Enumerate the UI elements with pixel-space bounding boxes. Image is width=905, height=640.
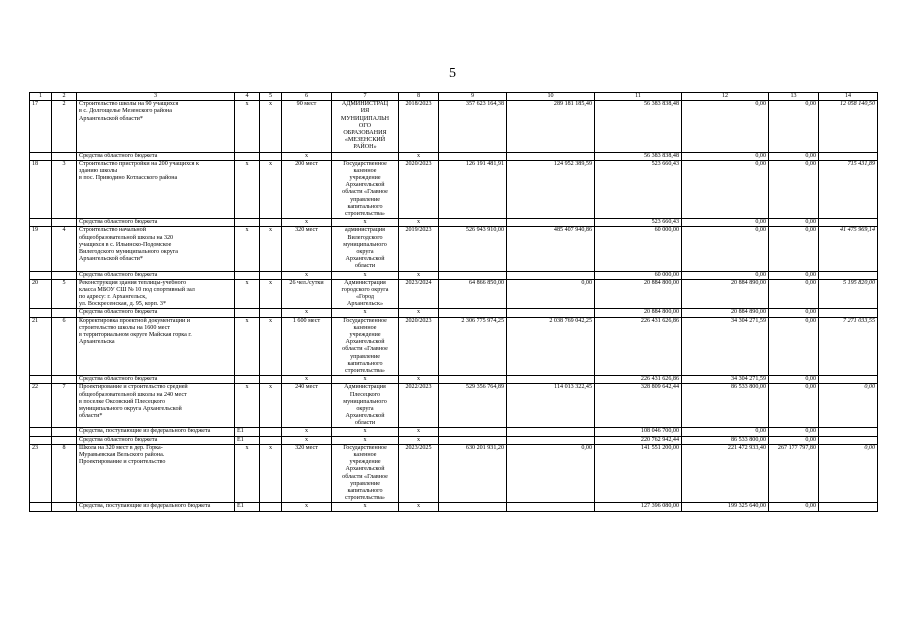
cell-col8: х (399, 503, 439, 511)
amount-col13: 0,00 (769, 101, 819, 152)
cell-col5: х (260, 384, 282, 428)
amount-col10: 485 407 940,86 (507, 227, 595, 271)
amount-col10: 0,00 (507, 444, 595, 503)
amount-col12: 0,00 (682, 428, 769, 436)
customer-cell: Администрация городского округа «Город Архангельск» (332, 279, 399, 309)
empty-cell (52, 309, 77, 317)
amount-col12: 0,00 (682, 219, 769, 227)
cell-col6: х (282, 271, 332, 279)
empty-cell (819, 271, 878, 279)
funding-source-row (30, 436, 878, 444)
cell-col6: х (282, 219, 332, 227)
funding-source-row (30, 376, 878, 384)
cell-col6: х (282, 376, 332, 384)
cell-col7: х (332, 503, 399, 511)
amount-col14: 41 475 969,14 (819, 227, 878, 271)
object-name: Строительство пристройки на 200 учащихся к зданию школы в пос. Приводино Котласского района (77, 160, 235, 219)
empty-cell (52, 436, 77, 444)
amount-col12: 86 533 800,00 (682, 436, 769, 444)
amount-col10: 289 181 185,40 (507, 101, 595, 152)
funding-source-row (30, 219, 878, 227)
amount-col14: 715 431,89 (819, 160, 878, 219)
object-name: Строительство начальной общеобразовательной школы на 320 учащихся в с. Ильинско-Подомское Вилегодского муниципального округа Архангельской области* (77, 227, 235, 271)
amount-col12: 0,00 (682, 160, 769, 219)
column-header-3: 3 (77, 93, 235, 101)
amount-col13: 0,00 (769, 376, 819, 384)
empty-cell (30, 376, 52, 384)
amount-col11: 60 000,00 (595, 271, 682, 279)
customer-cell: Государственное казенное учреждение Архангельской области «Главное управление капитального строительства» (332, 317, 399, 376)
cell-col4 (235, 152, 260, 160)
table-row (30, 317, 878, 376)
customer-cell: Администрация Плесецкого муниципального округа Архангельской области (332, 384, 399, 428)
customer-cell: Государственное казенное учреждение Архангельской области «Главное управление капитального строительства» (332, 160, 399, 219)
row-number: 21 (30, 317, 52, 376)
empty-cell (507, 376, 595, 384)
amount-col11: 523 660,43 (595, 160, 682, 219)
amount-col9: 126 191 481,91 (439, 160, 507, 219)
cell-col5: х (260, 160, 282, 219)
funding-source-label: Средства областного бюджета (77, 436, 235, 444)
empty-cell (260, 152, 282, 160)
empty-cell (507, 309, 595, 317)
cell-col4 (235, 376, 260, 384)
amount-col12: 0,00 (682, 271, 769, 279)
column-header-14: 14 (819, 93, 878, 101)
amount-col11: 56 383 838,48 (595, 101, 682, 152)
column-header-1: 1 (30, 93, 52, 101)
cell-col6: х (282, 428, 332, 436)
empty-cell (30, 436, 52, 444)
empty-cell (260, 271, 282, 279)
capacity-cell: 240 мест (282, 384, 332, 428)
object-number: 8 (52, 444, 77, 503)
amount-col12: 20 884 890,00 (682, 309, 769, 317)
empty-cell (439, 219, 507, 227)
empty-cell (819, 503, 878, 511)
empty-cell (30, 271, 52, 279)
cell-col7: х (332, 309, 399, 317)
empty-cell (507, 503, 595, 511)
funding-source-label: Средства областного бюджета (77, 152, 235, 160)
amount-col13: 267 177 797,80 (769, 444, 819, 503)
amount-col13: 0,00 (769, 503, 819, 511)
cell-col5: х (260, 227, 282, 271)
cell-col4: Е1 (235, 428, 260, 436)
funding-source-label: Средства, поступающие из федерального бюджета (77, 428, 235, 436)
cell-col4: Е1 (235, 436, 260, 444)
column-number-row (30, 93, 878, 101)
customer-cell: АДМИНИСТРАЦ ИЯ МУНИЦИПАЛЬН ОГО ОБРАЗОВАНИЯ «МЕЗЕНСКИЙ РАЙОН» (332, 101, 399, 152)
empty-cell (52, 428, 77, 436)
cell-col6: х (282, 436, 332, 444)
cell-col7: х (332, 428, 399, 436)
cell-col4: х (235, 160, 260, 219)
empty-cell (30, 219, 52, 227)
empty-cell (439, 152, 507, 160)
table-row (30, 101, 878, 152)
cell-col4: Е1 (235, 503, 260, 511)
amount-col12: 0,00 (682, 152, 769, 160)
empty-cell (30, 428, 52, 436)
amount-col10: 2 038 769 042,25 (507, 317, 595, 376)
empty-cell (260, 503, 282, 511)
amount-col12: 0,00 (682, 101, 769, 152)
funding-source-row (30, 152, 878, 160)
funding-source-row (30, 309, 878, 317)
empty-cell (52, 219, 77, 227)
amount-col12: 20 884 890,00 (682, 279, 769, 309)
empty-cell (507, 271, 595, 279)
empty-cell (439, 436, 507, 444)
page-number: 5 (449, 66, 456, 81)
object-name: Строительство школы на 90 учащихся в с. Долгощелье Мезенского района Архангельской области* (77, 101, 235, 152)
period-cell: 2019/2023 (399, 227, 439, 271)
cell-col6: х (282, 309, 332, 317)
cell-col4: х (235, 227, 260, 271)
empty-cell (30, 309, 52, 317)
amount-col11: 60 000,00 (595, 227, 682, 271)
amount-col12: 199 325 640,00 (682, 503, 769, 511)
cell-col4 (235, 309, 260, 317)
period-cell: 2018/2023 (399, 101, 439, 152)
empty-cell (52, 376, 77, 384)
cell-col4: х (235, 279, 260, 309)
cell-col5: х (260, 317, 282, 376)
amount-col13: 0,00 (769, 271, 819, 279)
cell-col6: х (282, 503, 332, 511)
capacity-cell: 1 600 мест (282, 317, 332, 376)
empty-cell (819, 219, 878, 227)
empty-cell (819, 376, 878, 384)
amount-col11: 226 431 626,86 (595, 317, 682, 376)
cell-col4: х (235, 444, 260, 503)
empty-cell (819, 309, 878, 317)
amount-col13: 0,00 (769, 384, 819, 428)
empty-cell (507, 152, 595, 160)
capacity-cell: 200 мест (282, 160, 332, 219)
amount-col11: 20 884 800,00 (595, 279, 682, 309)
empty-cell (819, 152, 878, 160)
amount-col13: 0,00 (769, 152, 819, 160)
column-header-9: 9 (439, 93, 507, 101)
column-header-11: 11 (595, 93, 682, 101)
amount-col13: 0,00 (769, 160, 819, 219)
customer-cell: Государственное казенное учреждение Архангельской области «Главное управление капитального строительства» (332, 444, 399, 503)
empty-cell (260, 309, 282, 317)
funding-source-row (30, 428, 878, 436)
period-cell: 2020/2023 (399, 317, 439, 376)
cell-col7: х (332, 219, 399, 227)
amount-col10: 114 013 322,45 (507, 384, 595, 428)
object-number: 4 (52, 227, 77, 271)
column-header-8: 8 (399, 93, 439, 101)
object-name: Реконструкция здания теплицы-учебного класса МБОУ СШ № 10 под спортивный зал по адресу: г. Архангельск, ул. Воскресенская, д. 95, корп. 3* (77, 279, 235, 309)
amount-col9: 526 943 910,00 (439, 227, 507, 271)
cell-col8: х (399, 309, 439, 317)
cell-col8: х (399, 436, 439, 444)
cell-col6: х (282, 152, 332, 160)
empty-cell (439, 428, 507, 436)
funding-source-label: Средства областного бюджета (77, 309, 235, 317)
table-row (30, 384, 878, 428)
period-cell: 2023/2024 (399, 279, 439, 309)
object-number: 2 (52, 101, 77, 152)
amount-col13: 0,00 (769, 227, 819, 271)
cell-col5: х (260, 279, 282, 309)
amount-col13: 0,00 (769, 436, 819, 444)
object-name: Корректировка проектной документации и строительство школы на 1600 мест в территориальном округе Майская горка г. Архангельска (77, 317, 235, 376)
object-name: Школа на 320 мест в дер. Горка- Муравьевская Вельского района. Проектирование и строительство (77, 444, 235, 503)
amount-col12: 34 304 271,59 (682, 317, 769, 376)
capacity-cell: 26 чел./сутки (282, 279, 332, 309)
amount-col9: 64 866 850,00 (439, 279, 507, 309)
period-cell: 2023/2025 (399, 444, 439, 503)
amount-col14: 0,00 (819, 444, 878, 503)
table-row (30, 444, 878, 503)
row-number: 19 (30, 227, 52, 271)
empty-cell (52, 503, 77, 511)
amount-col11: 108 046 700,00 (595, 428, 682, 436)
cell-col8: х (399, 271, 439, 279)
empty-cell (439, 503, 507, 511)
amount-col11: 127 396 080,00 (595, 503, 682, 511)
empty-cell (260, 219, 282, 227)
empty-cell (439, 309, 507, 317)
funding-source-row (30, 271, 878, 279)
object-number: 7 (52, 384, 77, 428)
capacity-cell: 90 мест (282, 101, 332, 152)
object-number: 6 (52, 317, 77, 376)
amount-col9: 2 306 775 974,25 (439, 317, 507, 376)
amount-col13: 0,00 (769, 309, 819, 317)
capacity-cell: 320 мест (282, 227, 332, 271)
amount-col11: 226 431 626,86 (595, 376, 682, 384)
empty-cell (30, 152, 52, 160)
cell-col7: х (332, 376, 399, 384)
amount-col13: 0,00 (769, 219, 819, 227)
column-header-2: 2 (52, 93, 77, 101)
cell-col8: х (399, 219, 439, 227)
row-number: 23 (30, 444, 52, 503)
amount-col11: 20 884 800,00 (595, 309, 682, 317)
investment-table (29, 92, 878, 512)
cell-col8: х (399, 152, 439, 160)
amount-col11: 328 809 642,44 (595, 384, 682, 428)
amount-col12: 34 304 271,59 (682, 376, 769, 384)
table-row (30, 227, 878, 271)
cell-col4: х (235, 317, 260, 376)
cell-col4: х (235, 101, 260, 152)
object-number: 3 (52, 160, 77, 219)
object-number: 5 (52, 279, 77, 309)
cell-col8: х (399, 428, 439, 436)
amount-col9: 630 201 931,20 (439, 444, 507, 503)
cell-col4 (235, 271, 260, 279)
amount-col12: 0,00 (682, 227, 769, 271)
column-header-13: 13 (769, 93, 819, 101)
funding-source-label: Средства, поступающие из федерального бюджета (77, 503, 235, 511)
object-name: Проектирование и строительство средней общеобразовательной школы на 240 мест в поселке Оксовский Плесецкого муниципального округа Архангельской области* (77, 384, 235, 428)
row-number: 20 (30, 279, 52, 309)
empty-cell (260, 428, 282, 436)
empty-cell (52, 271, 77, 279)
empty-cell (819, 428, 878, 436)
amount-col14: 12 058 140,50 (819, 101, 878, 152)
amount-col12: 221 472 933,40 (682, 444, 769, 503)
amount-col14: 0,00 (819, 384, 878, 428)
empty-cell (507, 428, 595, 436)
column-header-6: 6 (282, 93, 332, 101)
cell-col7 (332, 152, 399, 160)
column-header-7: 7 (332, 93, 399, 101)
table-row (30, 279, 878, 309)
cell-col4: х (235, 384, 260, 428)
row-number: 22 (30, 384, 52, 428)
amount-col13: 0,00 (769, 428, 819, 436)
cell-col7: х (332, 271, 399, 279)
funding-source-row (30, 503, 878, 511)
amount-col9: 529 356 764,89 (439, 384, 507, 428)
amount-col11: 523 660,43 (595, 219, 682, 227)
column-header-4: 4 (235, 93, 260, 101)
empty-cell (507, 436, 595, 444)
amount-col11: 141 551 200,00 (595, 444, 682, 503)
amount-col11: 56 383 838,48 (595, 152, 682, 160)
capacity-cell: 320 мест (282, 444, 332, 503)
funding-source-label: Средства областного бюджета (77, 271, 235, 279)
cell-col4 (235, 219, 260, 227)
table-row (30, 160, 878, 219)
amount-col14: 7 271 033,55 (819, 317, 878, 376)
amount-col14: 5 195 820,00 (819, 279, 878, 309)
empty-cell (439, 271, 507, 279)
cell-col5: х (260, 444, 282, 503)
empty-cell (819, 436, 878, 444)
column-header-5: 5 (260, 93, 282, 101)
empty-cell (439, 376, 507, 384)
period-cell: 2020/2023 (399, 160, 439, 219)
table-body (30, 93, 878, 512)
empty-cell (52, 152, 77, 160)
amount-col13: 0,00 (769, 317, 819, 376)
cell-col5: х (260, 101, 282, 152)
cell-col7: х (332, 436, 399, 444)
empty-cell (30, 503, 52, 511)
amount-col12: 86 533 800,00 (682, 384, 769, 428)
cell-col8: х (399, 376, 439, 384)
amount-col10: 0,00 (507, 279, 595, 309)
column-header-10: 10 (507, 93, 595, 101)
period-cell: 2022/2023 (399, 384, 439, 428)
customer-cell: администрация Вилегодского муниципального округа Архангельской области (332, 227, 399, 271)
row-number: 17 (30, 101, 52, 152)
column-header-12: 12 (682, 93, 769, 101)
empty-cell (260, 436, 282, 444)
amount-col9: 357 623 164,38 (439, 101, 507, 152)
funding-source-label: Средства областного бюджета (77, 219, 235, 227)
amount-col11: 220 762 942,44 (595, 436, 682, 444)
row-number: 18 (30, 160, 52, 219)
funding-source-label: Средства областного бюджета (77, 376, 235, 384)
empty-cell (507, 219, 595, 227)
empty-cell (260, 376, 282, 384)
amount-col10: 124 952 389,59 (507, 160, 595, 219)
amount-col13: 0,00 (769, 279, 819, 309)
